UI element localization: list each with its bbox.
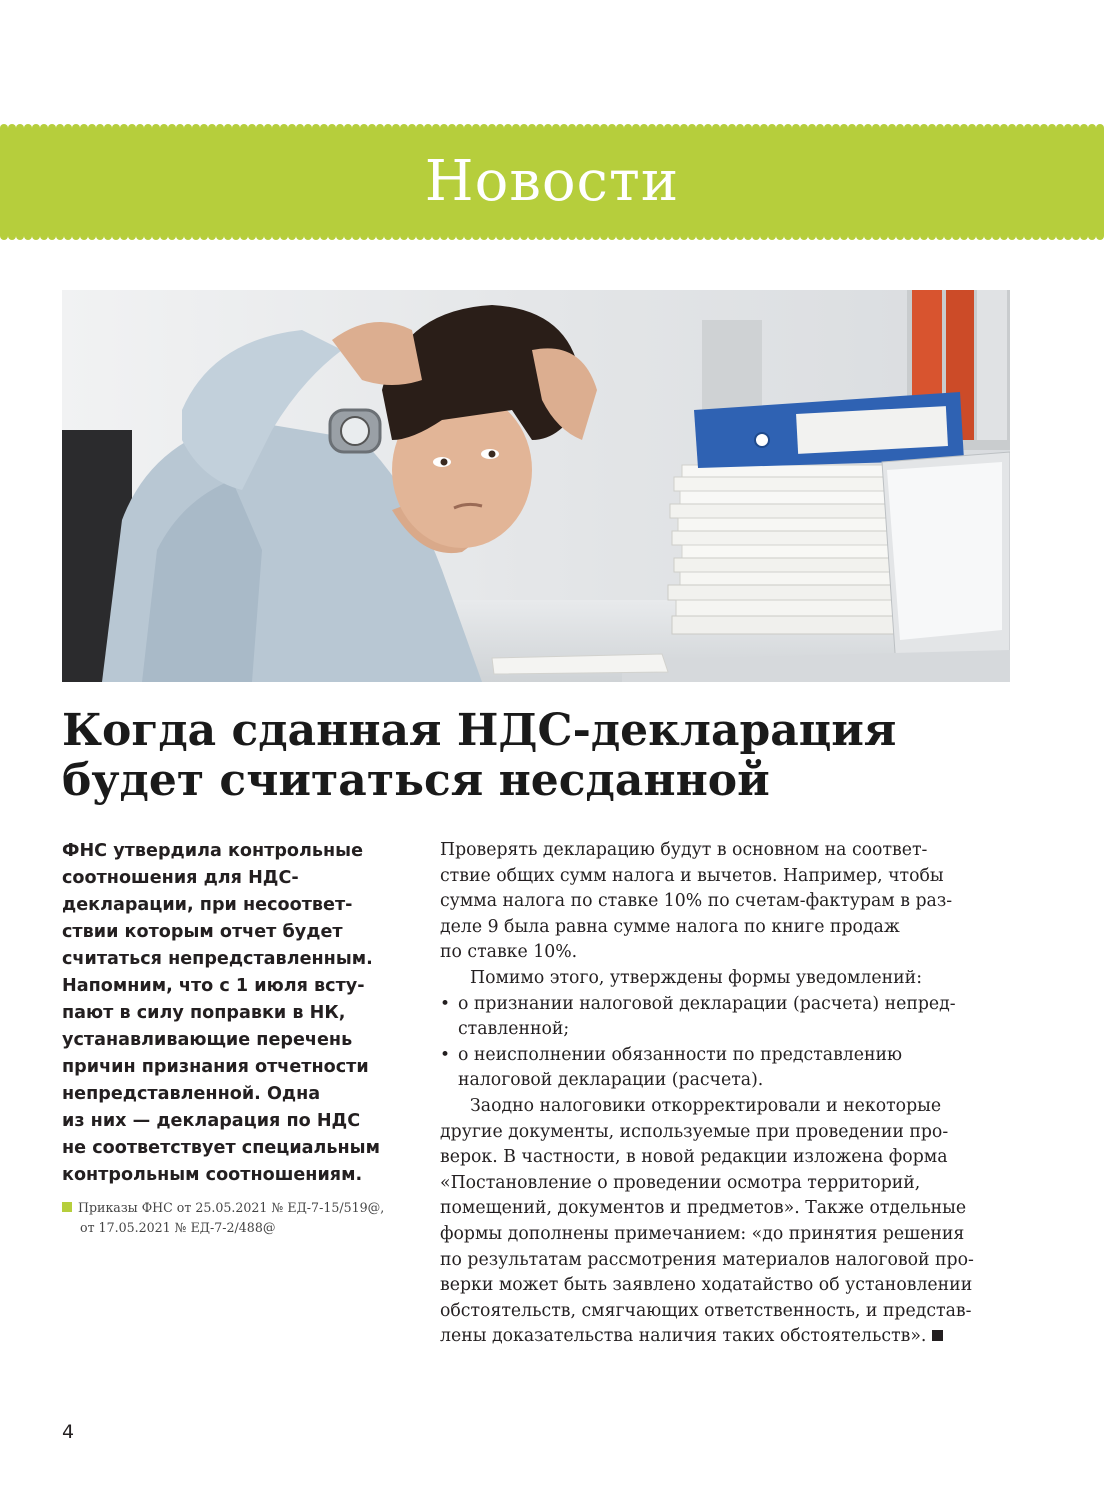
body-line: формы дополнены примечанием: «до принятия решения — [440, 1223, 965, 1244]
headline-line-1: Когда сданная НДС-декларация — [62, 705, 897, 756]
lead-line: декларации, при несоответ- — [62, 895, 353, 915]
lead-line: Напомним, что с 1 июля всту- — [62, 976, 365, 996]
end-of-article-icon — [932, 1330, 943, 1341]
headline-line-2: будет считаться несданной — [62, 755, 770, 806]
body-line: верки может быть заявлено ходатайство об установлении — [440, 1275, 973, 1296]
lead-line: из них — декларация по НДС — [62, 1111, 361, 1131]
source-note — [62, 1198, 392, 1238]
body-paragraph: Помимо этого, утверждены формы уведомлений: — [470, 967, 923, 988]
body-line: «Постановление о проведении осмотра территорий, — [440, 1172, 921, 1193]
section-banner — [0, 128, 1104, 236]
body-line: ствие общих сумм налога и вычетов. Например, чтобы — [440, 865, 944, 886]
source-line-2: от 17.05.2021 № ЕД-7-2/488@ — [80, 1220, 276, 1235]
banner-bottom-edge — [0, 232, 1104, 240]
list-item — [440, 1043, 1020, 1094]
source-line-1: Приказы ФНС от 25.05.2021 № ЕД-7-15/519@, — [78, 1200, 385, 1215]
body-line: Заодно налоговики откорректировали и некоторые — [470, 1095, 942, 1116]
article-photo — [62, 290, 1010, 682]
list-item — [440, 992, 1020, 1043]
lead-line: непредставленной. Одна — [62, 1084, 321, 1104]
body-line: обстоятельств, смягчающих ответственность, и представ- — [440, 1300, 972, 1321]
list-item-line: о признании налоговой декларации (расчета) непред- — [458, 993, 956, 1014]
body-line: по ставке 10%. — [440, 942, 578, 963]
lead-line: устанавливающие перечень — [62, 1030, 353, 1050]
page-number: 4 — [62, 1421, 75, 1443]
lead-line: причин признания отчетности — [62, 1057, 369, 1077]
notification-forms-list — [440, 992, 1020, 1094]
body-line: по результатам рассмотрения материалов налоговой про- — [440, 1249, 974, 1270]
lead-line: пают в силу поправки в НК, — [62, 1003, 346, 1023]
lead-line: ствии которым отчет будет — [62, 922, 343, 942]
section-title: Новости — [424, 149, 680, 214]
lead-line: контрольным соотношениям. — [62, 1165, 363, 1185]
body-line: сумма налога по ставке 10% по счетам-фактурам в раз- — [440, 891, 953, 912]
article-body — [440, 838, 1020, 1350]
lead-line: считаться непредставленным. — [62, 949, 373, 969]
body-line: верок. В частности, в новой редакции изложена форма — [440, 1147, 948, 1168]
body-line: Проверять декларацию будут в основном на соответ- — [440, 840, 928, 860]
list-item-line: налоговой декларации (расчета). — [458, 1070, 764, 1091]
lead-line: соотношения для НДС- — [62, 868, 299, 888]
article-lead — [62, 838, 392, 1189]
green-square-icon — [62, 1202, 72, 1212]
man-stressed-over-paperwork-icon — [62, 290, 1010, 682]
body-last-line — [440, 1324, 1020, 1350]
lead-line: не соответствует специальным — [62, 1138, 380, 1158]
body-line: помещений, документов и предметов». Также отдельные — [440, 1198, 967, 1219]
lead-line: ФНС утвердила контрольные — [62, 841, 364, 861]
article-headline — [62, 706, 1042, 806]
body-line: деле 9 была равна сумме налога по книге продаж — [440, 916, 900, 937]
list-item-line: о неисполнении обязанности по представлению — [458, 1044, 903, 1065]
list-item-line: ставленной; — [458, 1019, 570, 1040]
body-line: другие документы, используемые при проведении про- — [440, 1121, 949, 1142]
banner-top-edge — [0, 124, 1104, 132]
body-line: лены доказательства наличия таких обстоятельств». — [440, 1326, 927, 1347]
